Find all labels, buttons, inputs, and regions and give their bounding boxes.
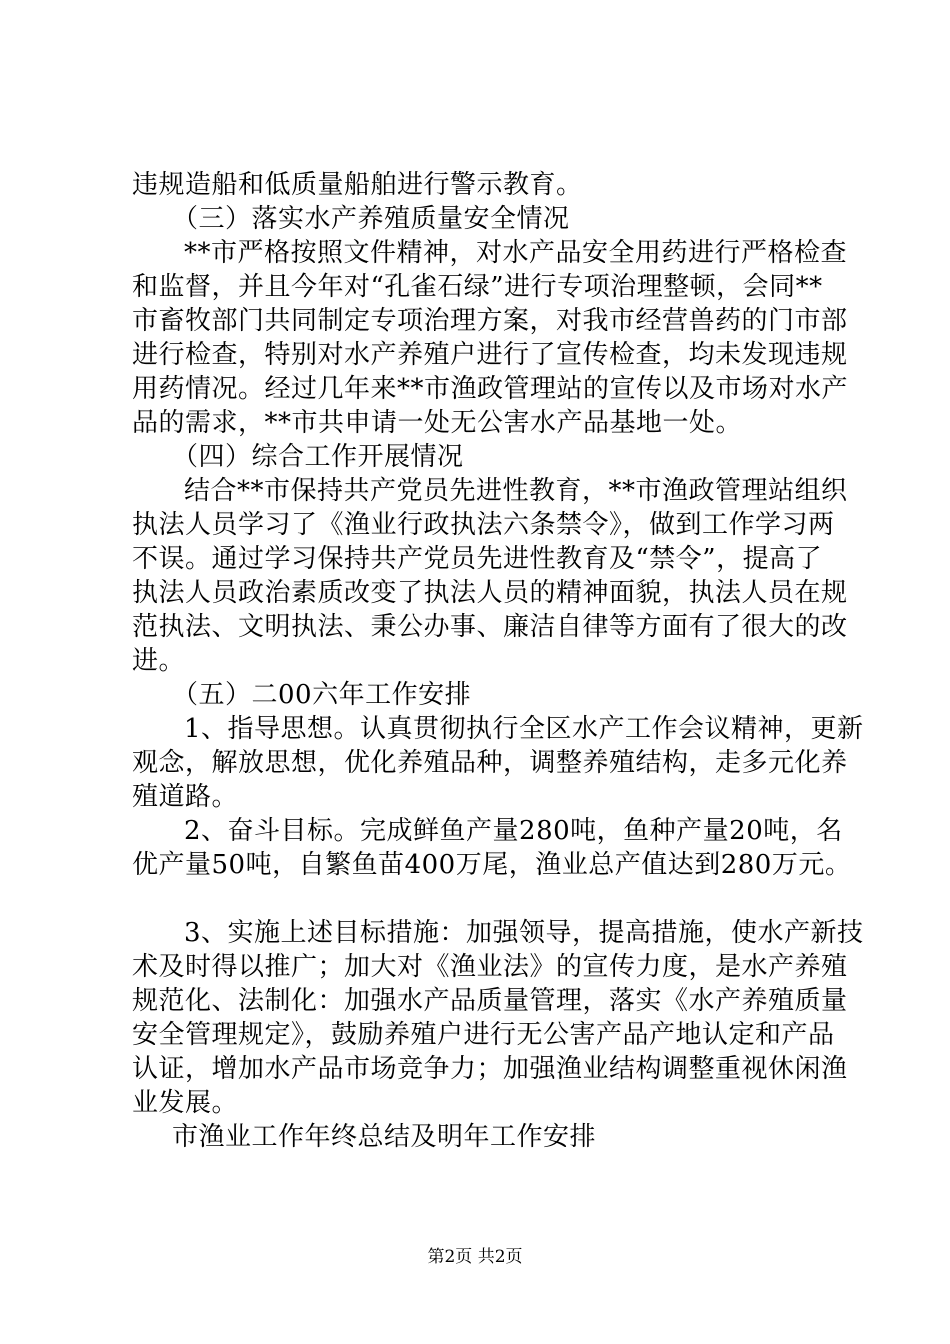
page-number-footer: 第2页 共2页: [427, 1247, 523, 1267]
section-heading: （四）综合工作开展情况: [172, 442, 464, 472]
section-heading: （五）二00六年工作安排: [172, 680, 472, 710]
text-line: 2、奋斗目标。完成鲜鱼产量280吨，鱼种产量20吨，名: [184, 816, 843, 846]
text-line: 认证，增加水产品市场竞争力；加强渔业结构调整重视休闲渔: [132, 1054, 848, 1084]
document-body: [132, 168, 864, 1154]
text-line: 违规造船和低质量船舶进行警示教育。: [132, 170, 583, 200]
text-line: 进行检查，特别对水产养殖户进行了宣传检查，均未发现违规: [132, 340, 848, 370]
text-line: **市严格按照文件精神，对水产品安全用药进行严格检查: [184, 238, 848, 268]
text-line: 安全管理规定》，鼓励养殖户进行无公害产品产地认定和产品: [132, 1020, 835, 1050]
text-line: 执法人员政治素质改变了执法人员的精神面貌，执法人员在规: [132, 578, 848, 608]
text-line: 优产量50吨，自繁鱼苗400万尾，渔业总产值达到280万元。: [132, 850, 852, 880]
text-line: 业发展。: [132, 1088, 239, 1118]
text-line: 市畜牧部门共同制定专项治理方案，对我市经营兽药的门市部: [132, 306, 848, 336]
section-heading: （三）落实水产养殖质量安全情况: [172, 204, 570, 234]
document-title-line: 市渔业工作年终总结及明年工作安排: [172, 1122, 597, 1152]
text-line: 不误。通过学习保持共产党员先进性教育及“禁令”，提高了: [132, 544, 823, 574]
text-line: 用药情况。经过几年来**市渔政管理站的宣传以及市场对水产: [132, 374, 849, 404]
text-line: 1、指导思想。认真贯彻执行全区水产工作会议精神，更新: [184, 714, 864, 744]
blank-line: [132, 882, 822, 916]
text-line: 品的需求，**市共申请一处无公害水产品基地一处。: [132, 408, 743, 438]
text-line: 术及时得以推广；加大对《渔业法》的宣传力度，是水产养殖: [132, 952, 848, 982]
text-line: 结合**市保持共产党员先进性教育，**市渔政管理站组织: [184, 476, 848, 506]
text-line: 和监督，并且今年对“孔雀石绿”进行专项治理整顿，会同**: [132, 272, 823, 302]
text-line: 规范化、法制化：加强水产品质量管理，落实《水产养殖质量: [132, 986, 848, 1016]
text-line: 范执法、文明执法、秉公办事、廉洁自律等方面有了很大的改: [132, 612, 848, 642]
text-line: 观念，解放思想，优化养殖品种，调整养殖结构，走多元化养: [132, 748, 848, 778]
text-line: 进。: [132, 646, 186, 676]
text-line: 执法人员学习了《渔业行政执法六条禁令》，做到工作学习两: [132, 510, 835, 540]
text-line: 殖道路。: [132, 782, 239, 812]
text-line: 3、实施上述目标措施：加强领导，提高措施，使水产新技: [184, 918, 864, 948]
